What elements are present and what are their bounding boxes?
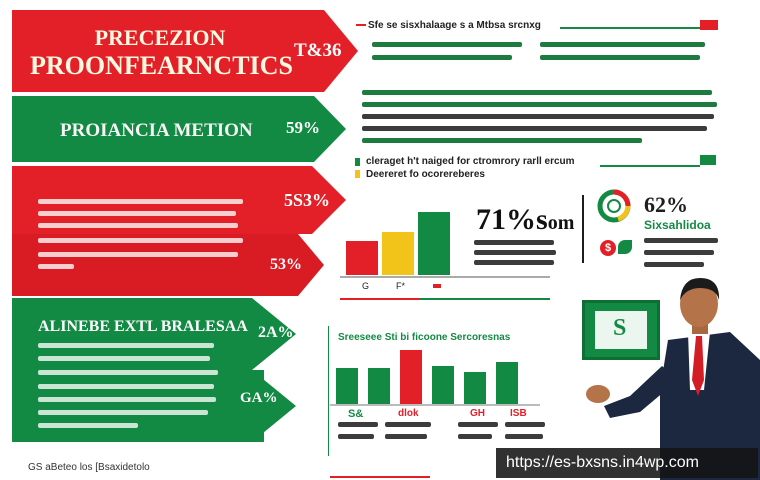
header-bullet — [355, 170, 360, 178]
band-text-line — [38, 264, 74, 269]
band-text-line — [38, 370, 218, 375]
band-text-line — [38, 223, 238, 228]
band-percentage: 2A% — [258, 324, 294, 341]
text-line — [505, 422, 545, 427]
chart-axis-vertical — [328, 326, 329, 456]
big-value-suffix: om — [547, 212, 575, 234]
text-line — [474, 250, 556, 255]
band-percentage: T&36 — [294, 40, 342, 61]
band-text-line — [38, 211, 236, 216]
footer-text: GS aBeteo los [Bsaxidetolo — [28, 462, 150, 473]
chart-bar — [336, 368, 358, 406]
band-text-line — [38, 238, 243, 243]
band-text-line — [38, 397, 216, 402]
band-percentage: 59% — [286, 118, 320, 137]
text-line — [540, 42, 705, 47]
text-line — [372, 42, 522, 47]
bottom-chart-heading: Sreeseee Sti bi ficoone Sercoresnas — [338, 332, 511, 343]
divider — [582, 195, 584, 263]
dollar-icon: $ — [600, 240, 616, 256]
chart-axis — [340, 276, 550, 278]
chart-bar — [368, 368, 390, 406]
text-line — [372, 55, 512, 60]
band-text-line — [38, 384, 214, 389]
text-line — [458, 434, 492, 439]
donut-label: Sixsahlidoa — [644, 218, 711, 232]
bar-label: dlok — [398, 408, 419, 419]
axis-label: G — [362, 281, 370, 291]
chart-bar — [346, 241, 378, 275]
band-title: PROIANCIA METION — [60, 120, 253, 141]
band-text-line — [38, 343, 214, 348]
text-line — [644, 250, 714, 255]
spreadsheet-glyph: S — [613, 315, 627, 341]
text-line — [474, 260, 554, 265]
big-value — [476, 203, 574, 237]
text-line — [362, 90, 712, 95]
accent-line — [356, 24, 366, 26]
band-title: ALINEBE EXTL BRALESAA — [38, 318, 248, 335]
text-line — [338, 434, 374, 439]
band-text-line — [38, 252, 238, 257]
bar-chart-area — [336, 350, 536, 406]
band-percentage: 5S3% — [284, 190, 331, 210]
chart-bar — [400, 350, 422, 406]
donut-chart — [596, 188, 632, 224]
text-line — [385, 422, 431, 427]
chart-bar — [418, 212, 450, 275]
text-line — [644, 262, 704, 267]
band-text-line — [38, 199, 243, 204]
accent-line — [700, 155, 716, 165]
accent-line — [330, 476, 430, 478]
axis-marker — [433, 284, 441, 288]
text-line — [644, 238, 718, 243]
bar-label: ISB — [510, 408, 527, 419]
chart-bar — [464, 372, 486, 406]
accent-line — [560, 27, 710, 29]
band-percentage: GA% — [240, 390, 278, 406]
bar-label: GH — [470, 408, 485, 419]
bar-chart-area — [346, 200, 456, 275]
accent-line — [700, 20, 718, 30]
top-right-heading: Sfe se sisxhalaage s a Mtbsa srcnxg — [368, 20, 541, 31]
band-text-line — [38, 423, 138, 428]
text-line — [362, 102, 717, 107]
band-percentage: 53% — [270, 256, 302, 273]
text-line — [385, 434, 427, 439]
chart-axis — [340, 298, 420, 300]
chart-axis — [330, 404, 540, 406]
axis-label: F* — [396, 281, 405, 291]
text-line — [362, 126, 707, 131]
bar-label: S& — [348, 408, 364, 420]
text-line — [540, 55, 700, 60]
text-line — [338, 422, 378, 427]
text-line — [505, 434, 543, 439]
chart-header-line2: Deereret fo ocorereberes — [366, 169, 485, 180]
chart-bar — [432, 366, 454, 406]
text-line — [362, 138, 642, 143]
big-value-number: 71%s — [476, 203, 548, 236]
chart-axis — [420, 298, 550, 300]
band-text-line — [38, 410, 208, 415]
header-bullet — [355, 158, 360, 166]
band-title-line2: PROONFEARNCTICS — [30, 51, 293, 80]
text-line — [458, 422, 498, 427]
watermark-url[interactable]: https://es-bxsns.in4wp.com — [496, 448, 758, 478]
text-line — [474, 240, 554, 245]
chart-header-line1: cleraget h't naiged for ctromrory rarll ercum — [366, 156, 575, 167]
band-title — [30, 24, 293, 80]
text-line — [362, 114, 714, 119]
chart-bar — [496, 362, 518, 406]
leaf-icon — [618, 240, 632, 254]
band-title-line1: PRECEZION — [94, 25, 226, 50]
chart-bar — [382, 232, 414, 275]
donut-value: 62% — [644, 192, 688, 217]
band-text-line — [38, 356, 210, 361]
accent-line — [600, 165, 700, 167]
